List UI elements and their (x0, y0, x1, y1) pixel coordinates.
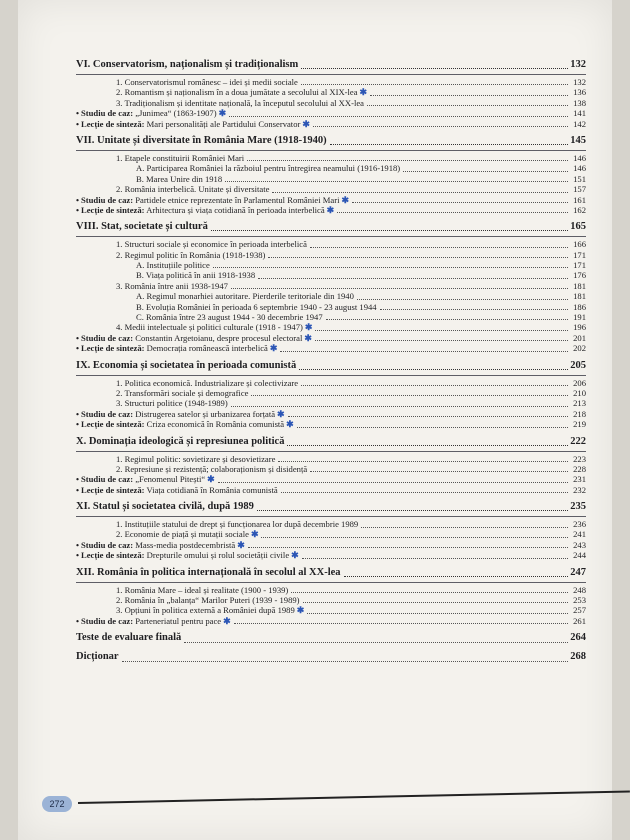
entry-title (136, 174, 222, 184)
chapter-divider (76, 74, 586, 75)
chapter-page: 165 (570, 221, 586, 233)
dot-leader (310, 246, 568, 248)
toc-entry (76, 302, 586, 312)
entry-text: A. Regimul monarhiei autoritare. Pierderile teritoriale din 1940 (136, 291, 354, 302)
dot-leader (281, 491, 568, 493)
entry-label: Lecție de sinteză: (81, 343, 145, 354)
entry-page: 166 (573, 239, 586, 250)
final-page: 268 (570, 651, 586, 663)
bullet-icon: • (76, 118, 80, 129)
entry-text: 1. România Mare – ideal și realitate (1900 - 1939) (116, 584, 289, 595)
dot-leader (301, 83, 568, 85)
entry-title (116, 322, 312, 332)
entry-title (116, 388, 248, 398)
dot-leader (257, 509, 568, 511)
entry-title (116, 98, 364, 108)
dot-leader (310, 470, 568, 472)
dot-leader (357, 298, 568, 300)
bullet-icon: • (76, 484, 80, 495)
chapter-title: XII. România în politica internațională în secolul al XX-lea (76, 566, 341, 578)
final-title: Dicționar (76, 651, 119, 663)
dot-leader (280, 350, 568, 352)
dot-leader (337, 211, 568, 213)
entry-page: 210 (573, 387, 586, 398)
bullet-icon: • (76, 108, 80, 119)
dot-leader (291, 591, 568, 593)
entry-title (76, 333, 312, 343)
entry-text: „Junimea“ (1863-1907) (135, 108, 217, 119)
entry-text: Distrugerea satelor și urbanizarea forțată (135, 408, 276, 419)
toc-entry (76, 550, 586, 560)
entry-text: „Fenomenul Pitești“ (135, 474, 206, 485)
chapter-heading (76, 566, 586, 579)
dot-leader (287, 444, 568, 446)
dot-leader (247, 159, 568, 161)
entry-title (76, 419, 294, 429)
chapter-page: 145 (570, 134, 586, 146)
entry-title (136, 260, 210, 270)
entry-text: Viața cotidiană în România comunistă (146, 484, 278, 495)
asterisk-icon: ✱ (341, 194, 350, 205)
toc-entry (76, 464, 586, 474)
asterisk-icon: ✱ (326, 204, 335, 215)
toc-entry (76, 530, 586, 540)
chapter-heading (76, 220, 586, 233)
final-page: 264 (570, 632, 586, 644)
dot-leader (380, 308, 568, 310)
toc-entry (76, 474, 586, 484)
entry-title (136, 163, 400, 173)
entry-page: 219 (573, 419, 586, 430)
entry-title (116, 454, 275, 464)
entry-text: 4. Medii intelectuale și politici culturale (1918 - 1947) (116, 322, 303, 333)
dot-leader (225, 180, 568, 182)
toc-entry (76, 163, 586, 173)
entry-text: 2. Regimul politic în România (1918-1938) (116, 249, 266, 260)
entry-page: 196 (573, 322, 586, 333)
chapter-heading (76, 134, 586, 147)
entry-page: 206 (573, 377, 586, 388)
entry-page: 162 (573, 204, 586, 215)
dot-leader (251, 394, 568, 396)
chapter-title: VII. Unitate și diversitate în România Mare (1918-1940) (76, 134, 327, 146)
asterisk-icon: ✱ (359, 87, 368, 98)
bullet-icon: • (76, 408, 80, 419)
entry-text: 1. Etapele constituirii României Mari (116, 152, 245, 163)
chapter-divider (76, 516, 586, 517)
entry-page: 248 (573, 584, 586, 595)
entry-text: Mass-media postdecembristă (135, 539, 236, 550)
entry-text: Democrația românească interbelică (146, 343, 268, 354)
entry-title (116, 585, 288, 595)
dot-leader (303, 601, 568, 603)
chapter-divider (76, 582, 586, 583)
entry-title (136, 302, 377, 312)
asterisk-icon: ✱ (237, 539, 245, 550)
dot-leader (361, 526, 568, 528)
dot-leader (315, 339, 568, 341)
toc-entry (76, 485, 586, 495)
entry-text: B. Marea Unire din 1918 (136, 173, 223, 184)
toc-entry (76, 333, 586, 343)
entry-text: 2. Transformări sociale și demografice (116, 387, 249, 398)
bullet-icon: • (76, 419, 80, 430)
entry-page: 176 (573, 270, 586, 281)
entry-title (76, 616, 231, 626)
entry-page: 171 (573, 260, 586, 271)
page-number: 272 (42, 796, 72, 812)
toc-entry (76, 409, 586, 419)
bullet-icon: • (76, 539, 80, 550)
toc-entry (76, 519, 586, 529)
chapter-heading (76, 435, 586, 448)
dot-leader (278, 460, 568, 462)
asterisk-icon: ✱ (250, 529, 259, 540)
entry-text: A. Instituțiile politice (136, 260, 210, 271)
book-page (18, 0, 612, 840)
entry-page: 186 (573, 301, 586, 312)
toc-entry (76, 119, 586, 129)
chapter-heading (76, 58, 586, 71)
entry-page: 232 (573, 484, 586, 495)
entry-page: 201 (573, 332, 586, 343)
entry-page: 157 (573, 184, 586, 195)
entry-page: 181 (573, 280, 586, 291)
entry-text: 1. Politica economică. Industrializare și colectivizare (116, 377, 299, 388)
entry-title (76, 205, 334, 215)
entry-title (136, 291, 354, 301)
dot-leader (403, 170, 568, 172)
toc-entry (76, 195, 586, 205)
chapter-heading (76, 500, 586, 513)
dot-leader (297, 426, 568, 428)
entry-label: Studiu de caz: (81, 408, 134, 419)
toc-entry (76, 454, 586, 464)
dot-leader (301, 384, 568, 386)
toc-entry (76, 250, 586, 260)
entry-title (136, 312, 323, 322)
dot-leader (370, 94, 568, 96)
toc-entry (76, 291, 586, 301)
dot-leader (213, 266, 568, 268)
dot-leader (367, 104, 568, 106)
entry-title (76, 119, 310, 129)
dot-leader (248, 546, 568, 548)
final-title: Teste de evaluare finală (76, 632, 182, 644)
entry-text: 3. Structuri politice (1948-1989) (116, 398, 228, 409)
entry-text: 1. Conservatorismul românesc – idei și medii sociale (116, 76, 298, 87)
entry-text: Parteneriatul pentru pace (135, 615, 222, 626)
entry-title (116, 595, 300, 605)
chapter-page: 222 (570, 435, 586, 447)
asterisk-icon: ✱ (223, 615, 231, 626)
toc-entry (76, 616, 586, 626)
entry-title (116, 464, 307, 474)
toc-entry (76, 419, 586, 429)
entry-title (116, 378, 298, 388)
entry-page: 253 (573, 595, 586, 606)
entry-page: 241 (573, 529, 586, 540)
toc-entry (76, 343, 586, 353)
chapter-title: X. Dominația ideologică și represiunea politică (76, 435, 285, 447)
toc-entry (76, 108, 586, 118)
asterisk-icon: ✱ (291, 550, 299, 561)
entry-title (116, 250, 265, 260)
entry-label: Studiu de caz: (81, 332, 134, 343)
bullet-icon: • (76, 194, 80, 205)
dot-leader (268, 256, 568, 258)
entry-page: 213 (573, 398, 586, 409)
entry-page: 146 (573, 152, 586, 163)
dot-leader (261, 536, 568, 538)
entry-label: Lecție de sinteză: (81, 484, 145, 495)
asterisk-icon: ✱ (269, 343, 278, 354)
chapter-title: XI. Statul și societatea civilă, după 1989 (76, 501, 254, 513)
entry-label: Studiu de caz: (81, 194, 134, 205)
entry-title (76, 343, 277, 353)
dot-leader (184, 641, 568, 643)
entry-text: Criza economică în România comunistă (146, 419, 285, 430)
entry-text: 1. Structuri sociale și economice în perioada interbelică (116, 239, 307, 250)
dot-leader (218, 481, 568, 483)
asterisk-icon: ✱ (304, 322, 313, 333)
entry-title (116, 184, 269, 194)
entry-page: 142 (573, 118, 586, 129)
asterisk-icon: ✱ (286, 419, 294, 430)
entry-page: 132 (573, 76, 586, 87)
entry-text: 3. România între anii 1938-1947 (116, 280, 228, 291)
dot-leader (272, 191, 568, 193)
dot-leader (211, 229, 568, 231)
entry-label: Lecție de sinteză: (81, 419, 145, 430)
entry-page: 257 (573, 605, 586, 616)
chapter-title: VI. Conservatorism, naționalism și tradiționalism (76, 59, 299, 70)
dot-leader (229, 115, 568, 117)
entry-page: 202 (573, 343, 586, 354)
entry-text: 3. Tradiționalism și identitate națională, la începutul secolului al XX-lea (116, 97, 364, 108)
dot-leader (307, 612, 568, 614)
entry-page: 243 (573, 539, 586, 550)
entry-text: A. Participarea României la războiul pentru întregirea neamului (1916-1918) (136, 163, 401, 174)
asterisk-icon: ✱ (304, 332, 312, 343)
entry-title (76, 108, 226, 118)
dot-leader (234, 622, 568, 624)
bullet-icon: • (76, 474, 80, 485)
entry-title (116, 239, 307, 249)
bullet-icon: • (76, 343, 80, 354)
entry-title (136, 270, 255, 280)
entry-text: 1. Instituțiile statului de drept și funcționarea lor după decembrie 1989 (116, 519, 359, 530)
dot-leader (231, 405, 568, 407)
asterisk-icon: ✱ (277, 408, 285, 419)
toc-entry (76, 540, 586, 550)
toc-entry (76, 174, 586, 184)
entry-text: C. România între 23 august 1944 - 30 decembrie 1947 (136, 312, 323, 323)
entry-title (116, 153, 244, 163)
dot-leader (302, 557, 568, 559)
entry-text: Constantin Argetoianu, despre procesul electoral (135, 332, 303, 343)
entry-page: 138 (573, 97, 586, 108)
dot-leader (326, 318, 568, 320)
final-section (76, 631, 586, 645)
entry-text: Mari personalități ale Partidului Conservator (146, 118, 301, 129)
entry-page: 261 (573, 615, 586, 626)
entry-text: 2. România în „balanța“ Marilor Puteri (1939 - 1989) (116, 595, 300, 606)
dot-leader (352, 201, 568, 203)
entry-text: Arhitectura și viața cotidiană în perioada interbelică (146, 204, 325, 215)
toc-entry (76, 585, 586, 595)
entry-title (76, 195, 349, 205)
entry-page: 231 (573, 474, 586, 485)
entry-title (76, 550, 299, 560)
chapter-page: 235 (570, 501, 586, 513)
entry-label: Lecție de sinteză: (81, 118, 145, 129)
dot-leader (122, 660, 568, 662)
asterisk-icon: ✱ (296, 605, 305, 616)
footer-rule (78, 790, 630, 804)
toc-entry (76, 312, 586, 322)
entry-label: Lecție de sinteză: (81, 550, 145, 561)
dot-leader (344, 575, 568, 577)
entry-text: 2. Romantism și naționalism în a doua jumătate a secolului al XIX-lea (116, 87, 358, 98)
chapter-divider (76, 236, 586, 237)
dot-leader (288, 415, 568, 417)
entry-title (116, 398, 228, 408)
toc-entry (76, 260, 586, 270)
toc-entry (76, 398, 586, 408)
table-of-contents (76, 58, 586, 664)
entry-page: 228 (573, 463, 586, 474)
dot-leader (313, 125, 568, 127)
toc-entry (76, 605, 586, 615)
entry-title (116, 87, 367, 97)
toc-entry (76, 270, 586, 280)
chapter-page: 132 (570, 59, 586, 70)
bullet-icon: • (76, 332, 80, 343)
entry-title (116, 519, 358, 529)
toc-entry (76, 77, 586, 87)
dot-leader (299, 368, 568, 370)
entry-title (76, 540, 245, 550)
entry-text: Drepturile omului și rolul societății civile (146, 550, 290, 561)
entry-page: 161 (573, 194, 586, 205)
toc-entry (76, 239, 586, 249)
chapter-divider (76, 451, 586, 452)
bullet-icon: • (76, 615, 80, 626)
entry-label: Lecție de sinteză: (81, 204, 145, 215)
entry-label: Studiu de caz: (81, 539, 134, 550)
entry-text: 1. Regimul politic: sovietizare și desovietizare (116, 453, 276, 464)
toc-entry (76, 153, 586, 163)
final-section (76, 650, 586, 664)
chapter-page: 205 (570, 359, 586, 371)
entry-title (116, 281, 228, 291)
bullet-icon: • (76, 204, 80, 215)
entry-title (116, 529, 258, 539)
toc-entry (76, 87, 586, 97)
chapter-title: IX. Economia și societatea în perioada comunistă (76, 359, 297, 371)
entry-page: 136 (573, 87, 586, 98)
dot-leader (301, 67, 568, 69)
entry-text: 3. Opțiuni în politica externă a României după 1989 (116, 605, 295, 616)
entry-page: 181 (573, 291, 586, 302)
entry-title (116, 605, 304, 615)
entry-page: 191 (573, 312, 586, 323)
dot-leader (315, 329, 568, 331)
toc-entry (76, 205, 586, 215)
toc-entry (76, 184, 586, 194)
entry-text: Partidele etnice reprezentate în Parlamentul României Mari (135, 194, 340, 205)
toc-entry (76, 388, 586, 398)
asterisk-icon: ✱ (218, 108, 227, 119)
toc-entry (76, 378, 586, 388)
toc-entry (76, 98, 586, 108)
entry-text: 2. Economie de piață și mutații sociale (116, 529, 249, 540)
entry-page: 218 (573, 408, 586, 419)
bullet-icon: • (76, 550, 80, 561)
asterisk-icon: ✱ (302, 118, 310, 129)
chapter-title: VIII. Stat, societate și cultură (76, 221, 208, 233)
chapter-page: 247 (570, 566, 586, 578)
entry-label: Studiu de caz: (81, 474, 134, 485)
entry-page: 171 (573, 249, 586, 260)
entry-text: 2. România interbelică. Unitate și diversitate (116, 184, 270, 195)
asterisk-icon: ✱ (207, 474, 215, 485)
entry-page: 146 (573, 163, 586, 174)
entry-page: 244 (573, 550, 586, 561)
chapter-heading (76, 359, 586, 372)
entry-text: B. Viața politică în anii 1918-1938 (136, 270, 256, 281)
chapter-divider (76, 375, 586, 376)
entry-page: 236 (573, 519, 586, 530)
entry-page: 223 (573, 453, 586, 464)
entry-title (76, 409, 285, 419)
dot-leader (231, 287, 568, 289)
dot-leader (258, 277, 568, 279)
dot-leader (330, 143, 568, 145)
entry-title (76, 485, 278, 495)
entry-page: 141 (573, 108, 586, 119)
toc-entry (76, 281, 586, 291)
entry-title (76, 474, 215, 484)
entry-text: 2. Represiune și rezistență; colaboraționism și disidență (116, 463, 308, 474)
toc-entry (76, 595, 586, 605)
entry-label: Studiu de caz: (81, 615, 134, 626)
entry-label: Studiu de caz: (81, 108, 134, 119)
chapter-divider (76, 150, 586, 151)
entry-text: B. Evoluția României în perioada 6 septembrie 1940 - 23 august 1944 (136, 301, 377, 312)
entry-page: 151 (573, 173, 586, 184)
entry-title (116, 77, 298, 87)
toc-entry (76, 322, 586, 332)
